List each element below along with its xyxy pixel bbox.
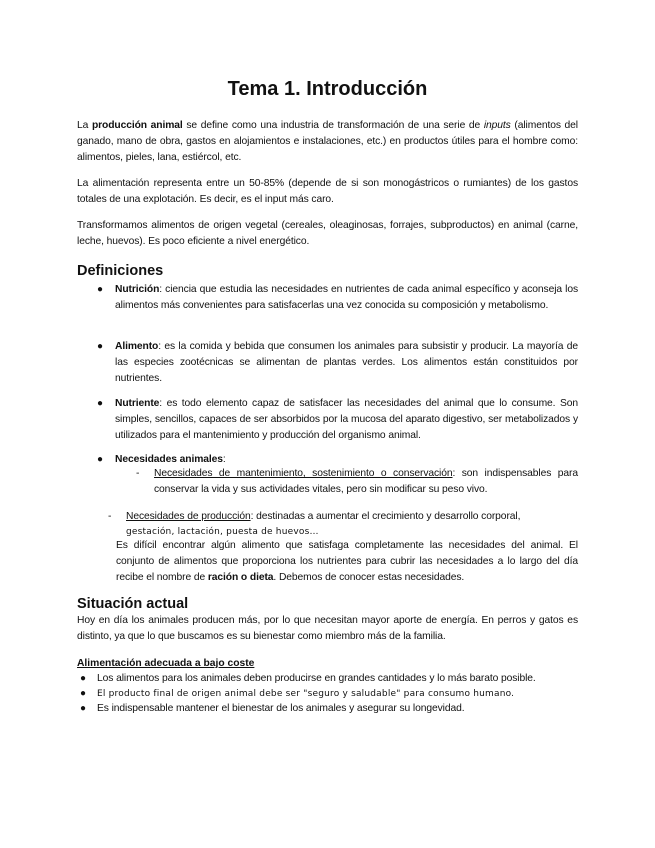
definition-text: : es la comida y bebida que consumen los animales para subsistir y producir. La mayoría de las especies zootécnicas se alimentan de plantas verdes. Los alimentos están constituidos por nutrientes.: [115, 341, 578, 384]
section-heading-alimentacion: Alimentación adecuada a bajo coste: [77, 658, 255, 669]
intro-p1-post: (alimentos del ganado, mano de obra, gastos en alojamientos e instalaciones, etc.) en productos útiles para el hombre como: alimentos, pieles, lana, estiércol, etc.: [77, 120, 578, 163]
intro-p1-pre: La: [77, 120, 92, 131]
sub-item-text: : son indispensables para conservar la vida y sus actividades vitales, pero sin modificar su peso vivo.: [154, 468, 578, 495]
racion-paragraph: [116, 538, 578, 586]
section-heading-situacion: Situación actual: [77, 596, 189, 612]
sub-item-text: : destinadas a aumentar el crecimiento y desarrollo corporal,: [250, 511, 521, 522]
dash-marker: -: [136, 468, 140, 479]
racion-pre: Es difícil encontrar algún alimento que satisfaga completamente las necesidades del animal. El conjunto de alimentos que proporciona los nutrientes para cubrir las necesidades a lo largo del día recibe el nombre de: [116, 540, 578, 583]
bullet-icon: ●: [97, 341, 104, 352]
bullet-icon: ●: [97, 284, 104, 295]
definition-alimento: [115, 339, 578, 387]
intro-paragraph-3: Transformamos alimentos de origen vegetal (cereales, oleaginosas, forrajes, subproductos) en animal (carne, leche, huevos). Es poco eficiente a nivel energético.: [77, 220, 578, 247]
page-title: Tema 1. Introducción: [227, 78, 428, 100]
sub-item-term: Necesidades de producción: [126, 511, 251, 522]
definition-text: : es todo elemento capaz de satisfacer las necesidades del animal que lo consume. Son simples, sencillos, capaces de ser absorbidos por la mucosa del aparato digestivo, ser metabolizados y utilizados para el mantenimiento y producción del organismo animal.: [115, 398, 578, 441]
sub-item-term: Necesidades de mantenimiento, sostenimiento o conservación: [154, 468, 453, 479]
sub-item-produccion: [126, 509, 578, 525]
definition-term: Alimento: [115, 341, 159, 352]
intro-paragraph-1: [77, 118, 578, 166]
alimentacion-item: Es indispensable mantener el bienestar de los animales y asegurar su longevidad.: [97, 703, 465, 714]
section-heading-definiciones: Definiciones: [77, 263, 164, 279]
definition-term: Nutrición: [115, 284, 160, 295]
racion-post: . Debemos de conocer estas necesidades.: [273, 572, 465, 583]
intro-p1-italic: inputs: [483, 120, 511, 131]
bullet-icon: ●: [97, 454, 104, 465]
bullet-icon: ●: [80, 673, 87, 684]
alimentacion-item: El producto final de origen animal debe ser "seguro y saludable" para consumo humano.: [97, 689, 515, 699]
bullet-icon: ●: [80, 703, 87, 714]
definition-term: Necesidades animales: [115, 454, 223, 465]
bullet-icon: ●: [97, 398, 104, 409]
intro-p1-mid: se define como una industria de transformación de una serie de: [182, 120, 484, 131]
dash-marker: -: [108, 511, 112, 522]
intro-p1-bold: producción animal: [91, 120, 183, 131]
sub-item-mantenimiento: [154, 466, 578, 498]
intro-paragraph-2: La alimentación representa entre un 50-85% (depende de si son monogástricos o rumiantes) de los gastos totales de una explotación. Es decir, es el input más caro.: [77, 178, 578, 205]
definition-term: Nutriente: [115, 398, 160, 409]
definition-nutriente: [115, 396, 578, 444]
definition-nutricion: [115, 282, 578, 314]
definition-text: :: [222, 454, 226, 465]
situacion-paragraph: Hoy en día los animales producen más, por lo que necesitan mayor aporte de energía. En perros y gatos es distinto, ya que lo que buscamos es su bienestar como miembro más de la familia.: [77, 615, 578, 642]
racion-bold: ración o dieta: [207, 572, 274, 583]
alimentacion-item: Los alimentos para los animales deben producirse en grandes cantidades y lo más barato posible.: [97, 673, 536, 684]
definition-text: : ciencia que estudia las necesidades en nutrientes de cada animal específico y aconseja los alimentos más convenientes para satisfacerlas una vez conocida su composición y metabolismo.: [115, 284, 578, 311]
bullet-icon: ●: [80, 688, 87, 699]
sub-item-produccion-line2: gestación, lactación, puesta de huevos…: [126, 527, 319, 537]
